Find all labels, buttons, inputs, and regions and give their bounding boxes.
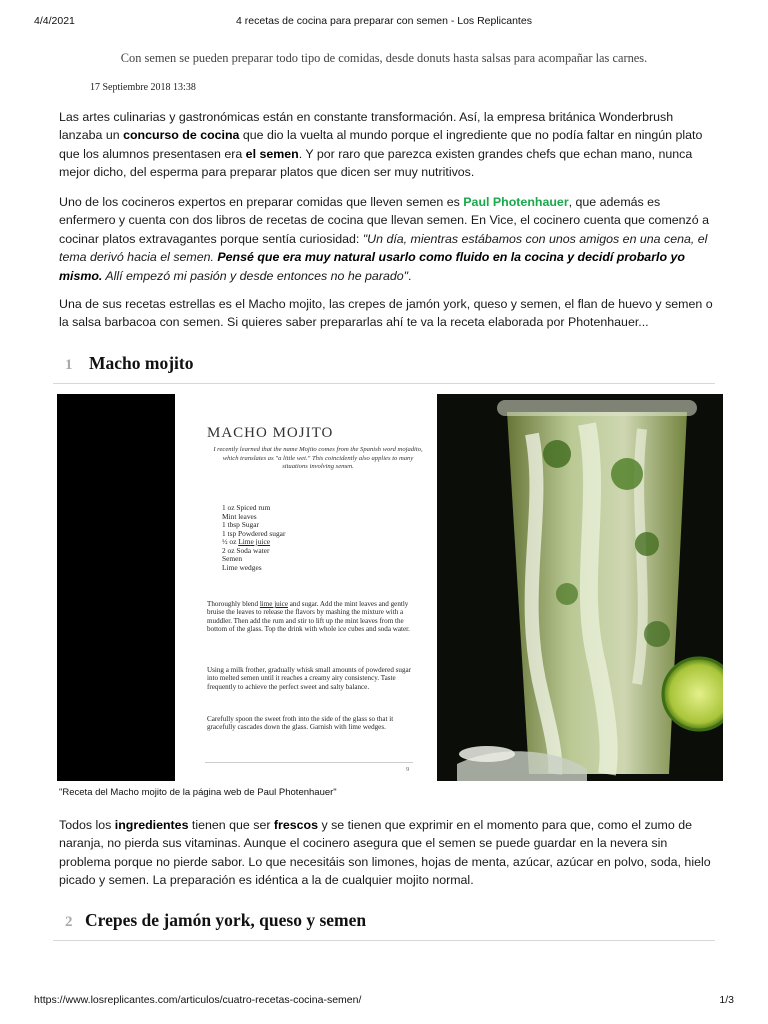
print-footer xyxy=(34,994,734,1008)
mojito-photo xyxy=(437,394,723,781)
section-title: Crepes de jamón york, queso y semen xyxy=(85,910,367,930)
recipe-page-number: 9 xyxy=(406,766,410,773)
ingredient: Lime wedges xyxy=(222,562,262,572)
figure-caption: "Receta del Macho mojito de la página web de Paul Photenhauer" xyxy=(59,787,337,798)
recipe-figure xyxy=(57,394,723,781)
ingredient: Mint leaves xyxy=(222,511,257,521)
quote-bold: Pensé que era muy natural usarlo como fluido en la cocina y decidí probarlo yo mismo. xyxy=(59,250,685,283)
ingredient: ½ oz Lime juice xyxy=(222,537,271,546)
paragraph-ingredients: Todos los ingredientes tienen que ser frescos y se tienen que exprimir en el momento para que, como el zumo de naranja, no pierda sus vitaminas. Aunque el cocinero asegura que el semen se puede guardar en la nevera sin problema porque no pierde sabor. Lo que necesitáis son limones, hojas de menta, azúcar, azúcar en polvo, soda, hielo picado y semen. La preparación es idéntica a la de cualquier mojito normal. xyxy=(59,818,711,888)
print-header xyxy=(34,15,734,29)
bold-concurso: concurso de cocina xyxy=(123,128,240,143)
link-paul-photenhauer[interactable]: Paul Photenhauer xyxy=(463,195,569,209)
page-rule xyxy=(205,762,413,763)
print-date: 4/4/2021 xyxy=(34,15,75,27)
mojito-glass-illustration xyxy=(437,394,723,781)
ingredient: 2 oz Soda water xyxy=(222,545,270,555)
ingredient: 1 tsp Powdered sugar xyxy=(222,528,286,538)
recipe-step: Carefully spoon the sweet froth into the side of the glass so that it gracefully cascades down the glass. Garnish with lime wedges. xyxy=(207,715,394,732)
article-date: 17 Septiembre 2018 13:38 xyxy=(90,82,196,93)
ingredient: 1 oz Spiced rum xyxy=(222,503,271,512)
print-title: 4 recetas de cocina para preparar con semen - Los Replicantes xyxy=(236,15,532,27)
paragraph-intro: Las artes culinarias y gastronómicas están en constante transformación. Así, la empresa británica Wonderbrush lanzaba un concurso de cocina que dio la vuelta al mundo porque el ingrediente que no podía faltar en ningún plato que los alumnos presentasen era el semen. Y por raro que parezca existen grandes chefs que echan mano, nunca mejor dicho, del esperma para preparar platos que dicen ser muy nutritivos. xyxy=(59,110,703,180)
ingredient: Semen xyxy=(222,554,243,563)
bold-semen: el semen xyxy=(245,146,299,161)
ingredient: 1 tbsp Sugar xyxy=(222,520,259,529)
section-heading-1 xyxy=(53,353,715,384)
lime-juice-link: Lime juice xyxy=(238,537,271,546)
recipe-title: MACHO MOJITO xyxy=(207,425,334,441)
recipe-page-image xyxy=(175,394,475,781)
section-heading-2 xyxy=(53,910,715,941)
paragraph-recipes: Una de sus recetas estrellas es el Macho mojito, las crepes de jamón york, queso y semen, el flan de huevo y semen o la salsa barbacoa con semen. Si quieres saber prepararlas ahí te va la receta elaborada por Photenhauer... xyxy=(59,297,713,330)
section-number: 1 xyxy=(65,357,73,373)
print-url: https://www.losreplicantes.com/articulos/cuatro-recetas-cocina-semen/ xyxy=(34,994,362,1006)
recipe-intro: I recently learned that the name Mojito comes from the Spanish word mojadito, which translates as "a little wet." This coincidently also applies to many situations involving semen. xyxy=(213,446,423,470)
recipe-step: Thoroughly blend lime juice and sugar. Add the mint leaves and gently bruise the leaves to release the flavors by mashing the mixture with a muddler. Then add the rum and stir to lift up the mint leaves from the bottom of the glass. Top the drink with whole ice cubes and soda water. xyxy=(207,600,410,633)
section-number: 2 xyxy=(65,914,73,930)
ingredient-list xyxy=(222,504,285,572)
image-black-band xyxy=(57,394,175,781)
print-page-number: 1/3 xyxy=(719,994,734,1006)
article-subtitle: Con semen se pueden preparar todo tipo de comidas, desde donuts hasta salsas para acompañar las carnes. xyxy=(120,51,648,65)
section-title: Macho mojito xyxy=(89,353,194,373)
paragraph-photenhauer: Uno de los cocineros expertos en preparar comidas que lleven semen es Paul Photenhauer, que además es enfermero y cuenta con dos libros de recetas de cocina que llevan semen. En Vice, el cocinero cuenta que comenzó a cocinar platos extravagantes porque sentía curiosidad: "Un día, mientras estábamos con unos amigos en una cena, el tema derivó hacia el semen. Pensé que era muy natural usarlo como fluido en la cocina y decidí probarlo yo mismo. Allí empezó mi pasión y desde entonces no he parado". xyxy=(59,195,709,283)
recipe-step: Using a milk frother, gradually whisk small amounts of powdered sugar into melted semen until it reaches a creamy airy consistency. Taste frequently to achieve the perfect sweet and salty balance. xyxy=(207,666,412,691)
